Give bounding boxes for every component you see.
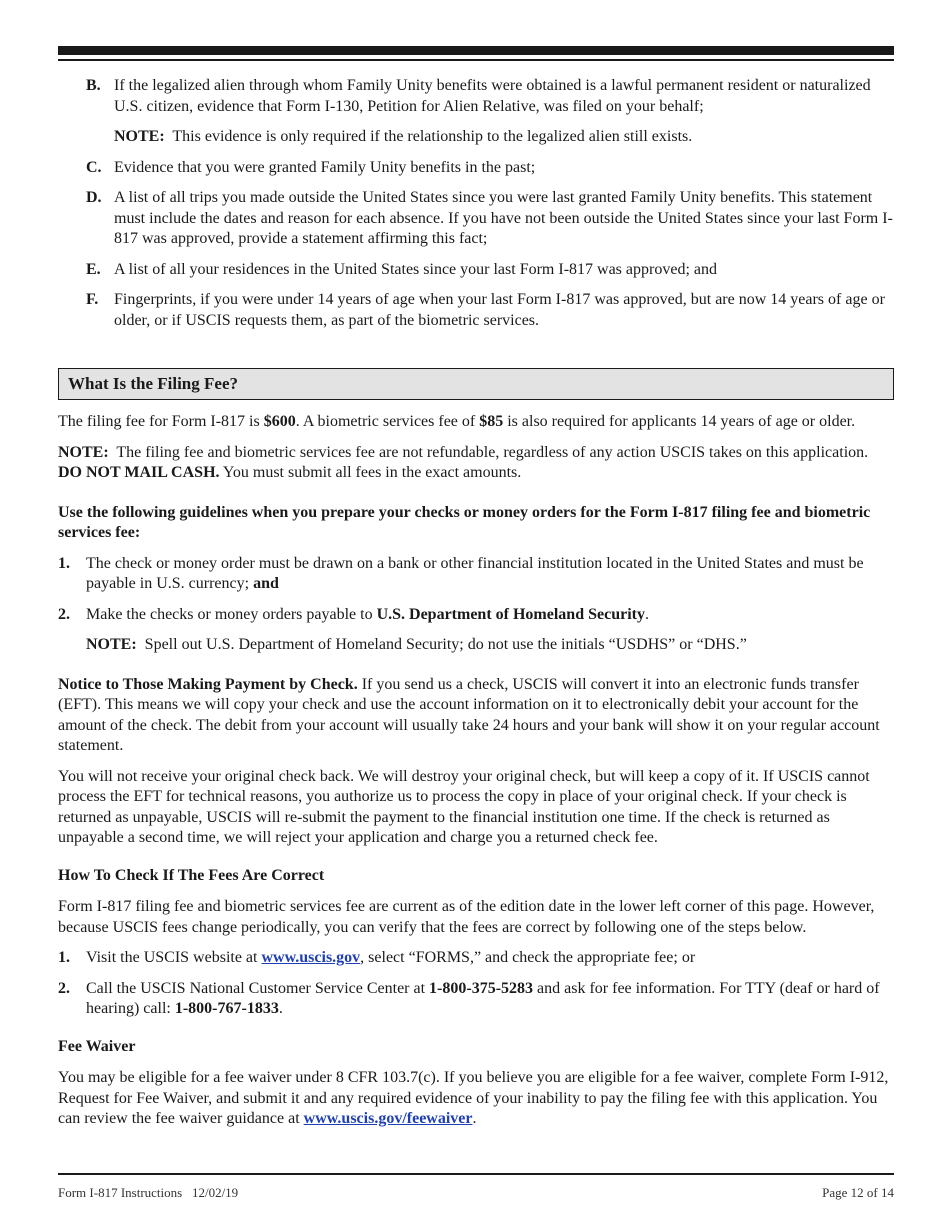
list-item-text: If the legalized alien through whom Family Unity benefits were obtained is a lawful permanent resident or naturalized U.S. citizen, evidence that Form I-130, Petition for Alien Relative, was filed on your behalf; xyxy=(114,77,871,115)
guideline-text: The check or money order must be drawn on a bank or other financial institution located in the United States and must be payable in U.S. currency; xyxy=(86,554,864,592)
header-rule-thin xyxy=(58,59,894,61)
notice-check-heading: Notice to Those Making Payment by Check. xyxy=(58,675,358,693)
list-marker: C. xyxy=(86,158,102,176)
check-step-1 xyxy=(58,948,894,969)
original-check-paragraph: You will not receive your original check back. We will destroy your original check, but will keep a copy of it. If USCIS cannot process the EFT for technical reasons, you authorize us to process the copy in place of your original check. If your check is returned as unpayable, USCIS will re-submit the payment to the financial institution one time. If the check is returned as unpayable a second time, we will reject your application and charge you a returned check fee. xyxy=(58,767,870,846)
how-to-check-paragraph: Form I-817 filing fee and biometric services fee are current as of the edition date in the lower left corner of this page. However, because USCIS fees change periodically, you can verify that the fees are correct by following one of the steps below. xyxy=(58,898,875,936)
fee-waiver-text: You may be eligible for a fee waiver under 8 CFR 103.7(c). If you believe you are eligible for a fee waiver, complete Form I-912, Request for Fee Waiver, and submit it and any required evidence of your inability to pay the filing fee with this application. You can review the fee waiver guidance at xyxy=(58,1069,889,1127)
payee-name: U.S. Department of Homeland Security xyxy=(376,605,645,623)
notice-check-paragraph xyxy=(58,675,894,757)
list-marker: 1. xyxy=(58,949,70,966)
section-header-filing-fee: What Is the Filing Fee? xyxy=(58,368,894,400)
fee-text: . A biometric services fee of xyxy=(295,413,480,430)
list-marker: F. xyxy=(86,291,99,308)
step-text: Call the USCIS National Customer Service Center at xyxy=(86,979,430,997)
header-rule-thick xyxy=(58,46,894,55)
list-marker: 2. xyxy=(58,605,70,623)
list-item-c xyxy=(58,158,894,179)
no-cash-warning: DO NOT MAIL CASH. xyxy=(58,464,220,481)
list-item-e xyxy=(58,260,894,281)
guidelines-lead: Use the following guidelines when you prepare your checks or money orders for the Form I-817 filing fee and biometric services fee: xyxy=(58,503,871,541)
phone-number-tty: 1-800-767-1833 xyxy=(174,1000,279,1017)
list-item-d xyxy=(58,188,894,250)
fee-note xyxy=(58,443,894,484)
step-text: and ask for fee information. For TTY (deaf or hard of hearing) call: xyxy=(86,979,880,1017)
guideline-item-1 xyxy=(58,554,894,595)
list-item-b xyxy=(58,76,894,117)
check-step-2 xyxy=(58,979,894,1020)
note-text: You must submit all fees in the exact amounts. xyxy=(219,464,522,481)
fee-text: The filing fee for Form I-817 is xyxy=(58,413,264,430)
biometric-fee-amount: $85 xyxy=(479,413,504,430)
guideline-note xyxy=(58,635,894,656)
fee-text: is also required for applicants 14 years of age or older. xyxy=(503,413,856,430)
note-label: NOTE: xyxy=(58,443,109,461)
guideline-bold: and xyxy=(253,575,279,592)
phone-number-ncsc: 1-800-375-5283 xyxy=(429,979,534,997)
filing-fee-amount: $600 xyxy=(263,413,296,430)
note-label: NOTE: xyxy=(114,128,165,145)
list-item-text: Fingerprints, if you were under 14 years of age when your last Form I-817 was approved, but are now 14 years of age or older, or if USCIS requests them, as part of the biometric services. xyxy=(114,291,885,329)
notice-check-text: If you send us a check, USCIS will convert it into an electronic funds transfer (EFT). This means we will copy your check and use the account information on it to electronically debit your account for the amount of the check. The debit from your account will usually take 24 hours and your bank will show it on your regular account statement. xyxy=(58,675,880,754)
fee-waiver-paragraph xyxy=(58,1068,894,1130)
filing-fee-paragraph xyxy=(58,412,894,433)
uscis-website-link[interactable]: www.uscis.gov xyxy=(261,949,361,966)
list-marker: E. xyxy=(86,260,101,278)
note-text: This evidence is only required if the relationship to the legalized alien still exists. xyxy=(172,128,693,145)
list-item-text xyxy=(86,979,894,1020)
list-marker: 1. xyxy=(58,554,70,572)
how-to-check-heading: How To Check If The Fees Are Correct xyxy=(58,866,325,884)
step-text: . xyxy=(278,1000,283,1017)
list-item-text xyxy=(86,554,894,595)
note-b xyxy=(58,127,894,148)
list-marker: B. xyxy=(86,77,101,94)
list-item-text xyxy=(86,605,894,626)
guideline-text: . xyxy=(644,605,649,623)
list-item-text: A list of all trips you made outside the United States since you were last granted Family Unity benefits. This statement must include the dates and reason for each absence. If you have not been outside the United States since your last Form I-817 was approved, provide a statement affirming this fact; xyxy=(114,189,893,247)
fee-waiver-link[interactable]: www.uscis.gov/feewaiver xyxy=(303,1110,473,1127)
footer-page-number: Page 12 of 14 xyxy=(822,1185,894,1200)
list-item-f xyxy=(58,290,894,331)
list-marker: 2. xyxy=(58,979,70,997)
step-text: Visit the USCIS website at xyxy=(86,949,262,966)
note-text: The filing fee and biometric services fee are not refundable, regardless of any action USCIS takes on this application. xyxy=(116,443,869,461)
note-label: NOTE: xyxy=(86,636,137,653)
list-marker: D. xyxy=(86,189,102,206)
step-text: , select “FORMS,” and check the appropriate fee; or xyxy=(360,949,696,966)
list-item-text xyxy=(86,948,894,969)
fee-waiver-heading: Fee Waiver xyxy=(58,1037,136,1055)
note-text: Spell out U.S. Department of Homeland Security; do not use the initials “USDHS” or “DHS.” xyxy=(144,636,747,653)
list-item-text: A list of all your residences in the United States since your last Form I-817 was approved; and xyxy=(114,260,717,278)
list-item-text: Evidence that you were granted Family Unity benefits in the past; xyxy=(114,158,536,176)
guideline-text: Make the checks or money orders payable to xyxy=(86,605,377,623)
guideline-item-2 xyxy=(58,605,894,626)
footer-form-edition: Form I-817 Instructions 12/02/19 xyxy=(58,1185,239,1200)
fee-waiver-text: . xyxy=(472,1110,477,1127)
page-content xyxy=(58,76,894,1140)
footer-rule xyxy=(58,1173,894,1175)
